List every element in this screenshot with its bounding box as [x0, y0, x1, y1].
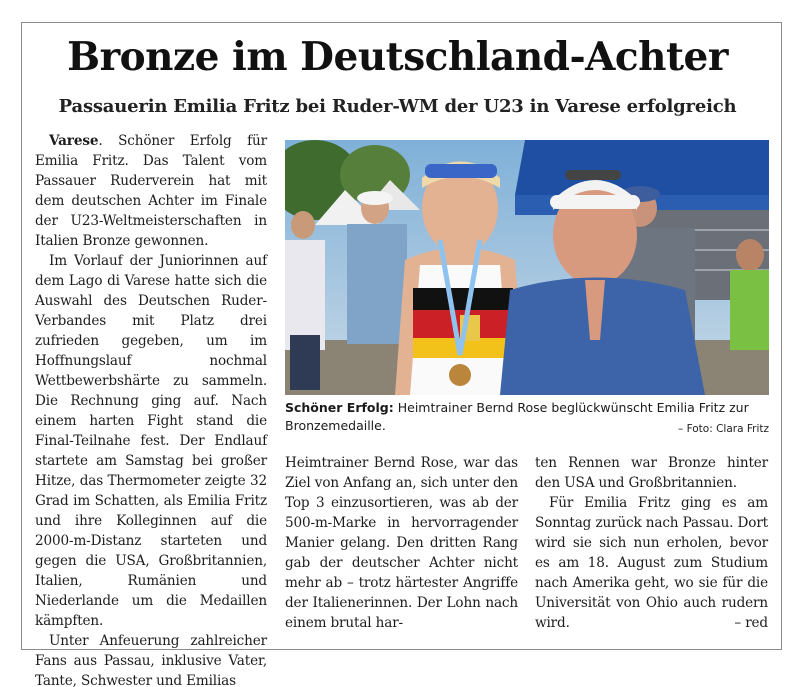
caption-lead: Schöner Erfolg:	[285, 400, 394, 415]
subheadline: Passauerin Emilia Fritz bei Ruder-WM der U23 in Varese erfolgreich	[58, 96, 737, 117]
paragraph-text: Für Emilia Fritz ging es am Sonntag zurück nach Passau. Dort wird sie sich nun erholen, bevor es am 18. August zum Studium nach Amerika geht, wo sie für die Universität von Ohio auch rudern wird.	[535, 495, 768, 631]
column-1	[35, 131, 267, 687]
paragraph-text: . Schöner Erfolg für Emilia Fritz. Das Talent vom Passauer Ruderverein hat mit dem deutschen Achter im Finale der U23-Weltmeisterschaften in Italien Bronze gewonnen.	[35, 133, 267, 249]
paragraph: ten Rennen war Bronze hinter den USA und Großbritannien.	[535, 455, 768, 491]
column-3	[535, 453, 768, 633]
author-signature: – red	[734, 615, 768, 631]
paragraph: Im Vorlauf der Juniorinnen auf dem Lago di Varese hatte sich die Auswahl des Deutschen Ruder-Verbandes mit Platz drei zufrieden gegeben, um im Hoffnungslauf nochmal Wettbewerbshärte zu sammeln. Die Rechnung ging auf. Nach einem harten Fight stand die Final-Teilnahe fest. Der Endlauf startete am Samstag bei großer Hitze, das Thermometer zeigte 32 Grad im Schatten, als Emilia Fritz und ihre Kolleginnen auf die 2000-m-Distanz starteten und gegen die USA, Großbritannien, Italien, Rumänien und Niederlande um die Medaillen kämpften.	[35, 253, 267, 629]
paragraph	[535, 493, 768, 633]
caption-text: Heimtrainer Bernd Rose beglückwünscht Emilia Fritz zur Bronzemedaille.	[285, 400, 749, 433]
paragraph: Unter Anfeuerung zahlreicher Fans aus Passau, inklusive Vater, Tante, Schwester und Emilias	[35, 633, 267, 687]
paragraph	[35, 131, 267, 251]
dateline: Varese	[49, 133, 99, 149]
column-2	[285, 453, 518, 633]
article-photo	[285, 140, 769, 395]
photo-credit: – Foto: Clara Fritz	[677, 423, 769, 435]
photo-illustration	[285, 140, 769, 395]
paragraph: Heimtrainer Bernd Rose, war das Ziel von Anfang an, sich unter den Top 3 einzusortieren, was ab der 500-m-Marke in hervorragender Manier gelang. Den dritten Rang gab der deutscher Achter nicht mehr ab – trotz härtester Angriffe der Italienerinnen. Der Lohn nach einem brutal har-	[285, 455, 518, 631]
headline: Bronze im Deutschland-Achter	[67, 34, 728, 80]
